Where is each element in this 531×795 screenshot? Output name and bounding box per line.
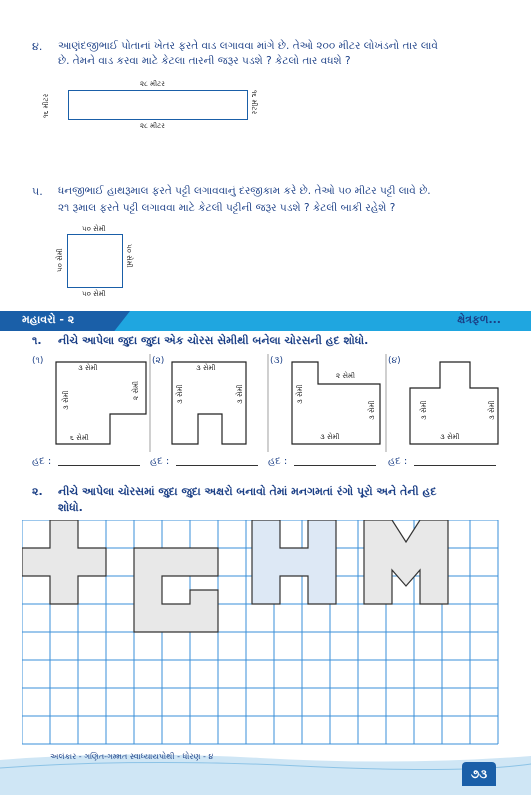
right-dimension-label: ૧૬ મીટર <box>250 90 258 115</box>
perimeter-label: હદ : <box>32 456 52 467</box>
figure-3-label: ૩ સેમી <box>368 400 376 420</box>
question-text-line1: ધનજીભાઈ હાથરૂમાલ ફરતે પટ્ટી લગાવવાનું દરજીકામ કરે છે. તેઓ ૫૦ મીટર પટ્ટી લાવે છે. <box>58 185 431 197</box>
handkerchief-square <box>67 234 123 288</box>
figure-3-label: ૨ સેમી <box>336 372 355 380</box>
field-rectangle <box>68 90 248 120</box>
right-dimension-label: ૫૦ સેમી <box>125 244 133 268</box>
question-text-line2: ૨૧ રૂમાલ ફરતે પટ્ટી લગાવવા માટે કેટલી પટ્ટીની જરૂર પડશે ? કેટલી બાકી રહેશે ? <box>58 202 396 214</box>
page-number: ૭૩ <box>462 762 496 786</box>
left-dimension-label: ૫૦ સેમી <box>56 248 64 272</box>
figure-2-label: ૩ સેમી <box>236 384 244 404</box>
question-text-line1: આણંદજીભાઈ પોતાનાં ખેતર ફરતે વાડ લગાવવા માંગે છે. તેઓ ૨૦૦ મીટર લોખંડનો તાર લાવે <box>58 40 438 52</box>
exercise-instruction-line1: નીચે આપેલા ચોરસમાં જુદા જુદા અક્ષરો બનાવો તેમાં મનગમતાં રંગો પૂરો અને તેની હદ <box>58 485 437 498</box>
footer-text: અલંકાર - ગણિત-ગમ્મત સ્વાધ્યાયપોથી - ધોરણ - ૪ <box>50 752 214 761</box>
section-title: મહાવરો - ૨ <box>22 313 75 326</box>
figure-4-label: ૩ સેમી <box>440 433 460 441</box>
bottom-dimension-label: ૫૦ સેમી <box>82 290 106 298</box>
figure-1-label: ૩ સેમી <box>62 390 70 410</box>
letter-h-shape <box>252 520 336 604</box>
chapter-title: ક્ષેત્રફળ... <box>457 313 501 326</box>
figure-3-number: (૩) <box>270 356 284 366</box>
figure-1-label: ૨ સેમી <box>132 381 140 400</box>
answer-line[interactable] <box>414 465 496 466</box>
exercise-number: ૧. <box>32 334 42 347</box>
figure-3-label: ૩ સેમી <box>320 433 340 441</box>
bottom-dimension-label: ૨૮ મીટર <box>140 122 165 130</box>
exercise-instruction: નીચે આપેલા જુદા જુદા એક ચોરસ સેમીથી બનેલા ચોરસની હદ શોધો. <box>58 334 369 347</box>
perimeter-label: હદ : <box>388 456 408 467</box>
figure-2-number: (૨) <box>152 356 165 366</box>
figure-1-label: ૬ સેમી <box>70 434 89 442</box>
figure-4-label: ૩ સેમી <box>420 400 428 420</box>
letter-grid[interactable] <box>22 520 508 748</box>
question-text-line2: છે. તેમને વાડ કરવા માટે કેટલા તારની જરૂર પડશે ? કેટલો તાર વધશે ? <box>58 55 351 67</box>
figure-1-number: (૧) <box>32 356 44 366</box>
question-number: ૫. <box>32 185 43 198</box>
left-dimension-label: ૧૬ મીટર <box>42 93 50 118</box>
letter-g-shape <box>134 548 218 632</box>
top-dimension-label: ૫૦ સેમી <box>82 225 106 233</box>
exercise-instruction-line2: શોધો. <box>58 501 83 514</box>
exercise-number: ૨. <box>32 485 43 498</box>
figure-1-label: ૩ સેમી <box>78 364 98 372</box>
question-number: ૪. <box>32 40 43 53</box>
figure-2-label: ૩ સેમી <box>196 364 216 372</box>
figure-3-label: ૩ સેમી <box>296 384 304 404</box>
answer-line[interactable] <box>176 465 258 466</box>
perimeter-label: હદ : <box>268 456 288 467</box>
perimeter-figures <box>28 352 508 456</box>
perimeter-label: હદ : <box>150 456 170 467</box>
plus-shape <box>22 520 106 604</box>
answer-line[interactable] <box>294 465 376 466</box>
letter-m-shape <box>364 520 448 604</box>
top-dimension-label: ૨૮ મીટર <box>140 80 165 88</box>
figure-2-label: ૩ સેમી <box>176 384 184 404</box>
figure-4-number: (૪) <box>388 356 401 366</box>
answer-line[interactable] <box>58 465 140 466</box>
figure-4-label: ૩ સેમી <box>488 400 496 420</box>
